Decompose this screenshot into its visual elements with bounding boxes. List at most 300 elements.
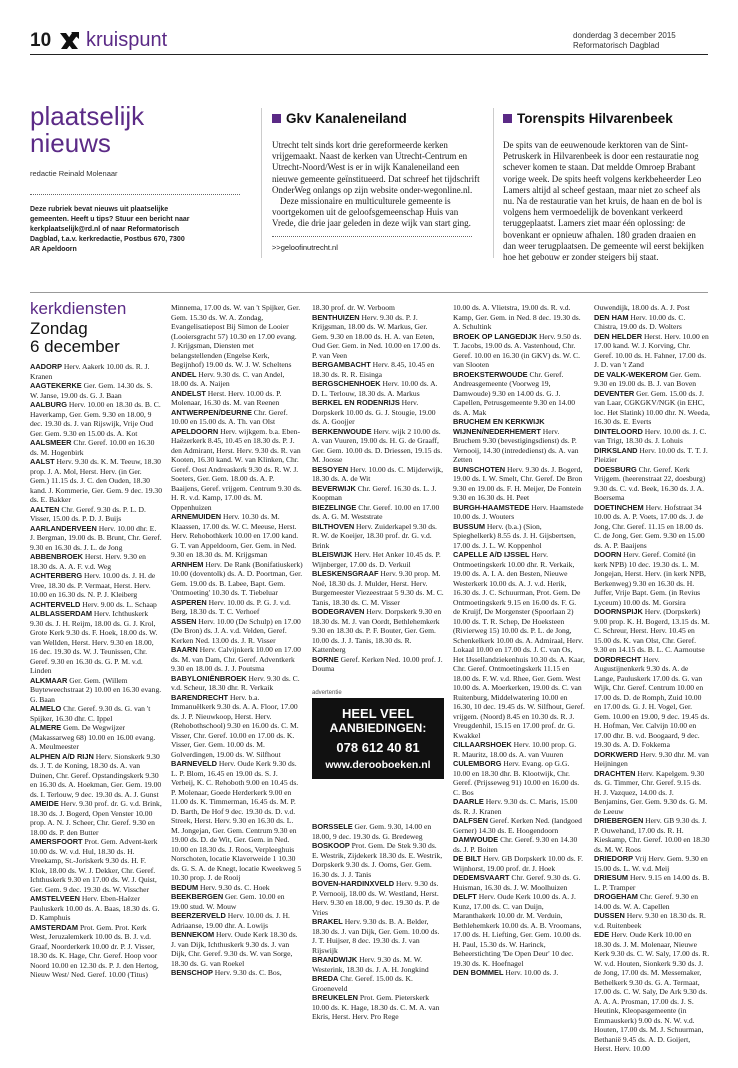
listing-place-name: DE VALK-WEKEROM [594,369,668,379]
listing-place-name: DOORNSPIJK [594,607,643,616]
listing-services: Herv. 9.30 ds. C. Bos, [212,968,282,977]
crosspoint-logo-icon [58,32,80,50]
listing-place-name: BENTHUIZEN [312,312,360,322]
church-listing-entry [594,750,710,769]
church-listing-entry [171,408,303,427]
listing-place-name: BERKENWOUDE [312,426,372,436]
listing-place-name: DROGEHAM [594,892,638,901]
section-divider [30,292,708,293]
plaatselijk-title-line1: plaatselijk [30,101,145,131]
church-listing-entry [171,930,303,968]
listing-place-name: BRAKEL [312,917,343,926]
church-listing-entry [30,752,162,800]
listing-column-5 [594,303,710,1063]
church-listing-entry [312,303,444,313]
listing-place-name: DRIESUM [594,873,629,882]
listing-place-name: ALKMAAR [30,675,68,685]
listing-place-name: BARENDRECHT [171,692,229,702]
listing-place-name: BOVEN-HARDINXVELD [312,879,395,888]
church-listing-entry [312,879,444,917]
article-paragraph: De spits van de eeuwenoude kerktoren van de Sint-Petruskerk in Hilvarenbeek is door een restauratie nog schever komen te staan. Dat meldde Omroep Brabant vorige week. De spits heeft volgens kerkbeheerder Leo Lamers altijd al scheef gestaan, maar niet zo scheef als nu. Na de restauratie van het kruis, de haan en de bol is volgens hem vermoedelijk de bovenkant verkeerd teruggeplaatst. Lamers ziet maar één oplossing: de bovenkant er opnieuw afhalen. 180 graden draaien en dan weer terugplaatsen. De gemeente wil eerst bekijken hoe het gebouw er zonder steigers bij staat. [503,140,704,263]
church-listing-entry [312,427,444,465]
listing-place-name: BEVERWIJK [312,483,356,493]
listing-place-name: DEN HAM [594,312,629,322]
listing-place-name: DE BILT [453,854,482,863]
listing-services: Chr. Geref. 10.00 en 17.00 ds. A. G. M. Weststrate [312,502,440,521]
listing-services: Herv. Dorpskerk 9.30 en 18.30 ds. M. J. van Oordt, Bethlehemkerk 9.30 en 18.30 ds. P. F. Bouter, Ger. Gem. 10.00 ds. J. J. Tanis, 18.30 ds. R. Kattenberg [312,607,442,654]
page-header [30,30,708,55]
church-listing-entry [312,503,444,522]
listing-place-name: DEVENTER [594,388,635,398]
church-listing-entry [453,854,585,873]
advertisement[interactable] [312,690,444,779]
listing-place-name: ASPEREN [171,597,207,607]
church-listing-entry [594,465,710,503]
church-listing-entry [453,759,585,797]
listing-services: Herv. Oude Kerk 10.00 ds. A. J. Kunz, 17.00 ds. C. van Duijn, Maranthakerk 10.00 dr. M. Verduin, Bethlehemkerk 10.00 ds. A. B. Vroomans, 17.00 ds. H. Liefting, Ger. Gem. 10.00 ds. H. Paul, 15.30 ds. W. Harinck, Beheerstichting 'De Open Deur' 10 dec. 19.30 ds. K. Hoefnagel [453,892,582,968]
listing-place-name: BORSSELE [312,822,353,831]
listing-place-name: AALST [30,457,55,466]
church-listing-entry [312,993,444,1022]
listing-services: Ger. Gem. 10.00 en 19.00 stud. W. Mouw [171,892,285,911]
church-listing-entry [594,389,710,427]
plaatselijk-title [30,103,245,157]
listing-place-name: DIRKSLAND [594,445,638,455]
listing-services: Herv. Oude Kerk 18.30 ds. J. van Dijk, Ichthuskerk 9.30 ds. J. van Dijk, Chr. Geref. 9.30 ds. W. van Sorge, 18.30 ds. G. van Roekel [171,930,298,968]
listing-place-name: DORDRECHT [594,654,642,664]
listing-place-name: DOESBURG [594,464,637,474]
listing-place-name: AMERSFOORT [30,837,83,846]
listing-services: Herv. Calvijnkerk 10.00 en 17.00 ds. M. van Dam, Chr. Geref. Adventkerk 9.30 en 18.00 ds. J. J. Poutsma [171,645,301,673]
listing-services: Ger. Gem. (Willem Buyteweechstraat 2) 10.00 en 16.30 evang. G. Baan [30,675,162,704]
listing-services: 18.30 prof. dr. W. Verboom [312,303,395,312]
listing-services: Chr. Geref. 9.30 ds. G. van 't Spijker, 16.30 dhr. C. Ippel [30,704,151,723]
listing-services: Ger. Gem. 15.00 ds. J. van Laar, CGKGKV/NGK (in EHC, loc. Het Slatink) 10.00 dhr. N. Weeda, 16.30 ds. E. Everts [594,388,710,426]
church-listing-entry [594,873,710,892]
bullet-square-icon [272,114,281,123]
church-listing-entry [30,571,162,600]
church-listing-entry [312,550,444,569]
church-listing-entry [312,974,444,993]
listing-services: Prot. Gem. Advent-kerk 10.00 ds. W. v.d. Hul, 18.30 ds. H. Vreekamp, St.-Joriskerk 9.30 ds. H. F. Klok, 18.00 ds. W. J. Dekker, Chr. Geref. Ichthuskerk 9.30 en 17.00 ds. W. J. Quist, Ger. Gem. 9 dec. 19.30 ds. W. Visscher [30,837,158,894]
listing-services: Herv. 10.00 ds. J. [503,968,559,977]
listing-place-name: BLESKENSGRAAF [312,569,379,578]
listing-services: Herv. Kapelgem. 9.30 ds. G. Timmer, Chr. Geref. 9.15 ds. H. J. Vazquez, 14.00 ds. J. Benjamins, Ger. Gem. 9.30 ds. G. M. de Leeuw [594,768,708,816]
church-listing-entry [453,503,585,522]
bullet-square-icon [503,114,512,123]
listing-place-name: AMEIDE [30,799,59,808]
listing-place-name: DELFT [453,892,477,901]
listing-services: Herv. Haamstede 10.00 ds. J. Wouters [453,502,584,521]
listing-services: Prot. Gem. Pieterskerk 10.00 ds. K. Hage, 18.30 ds. C. M. A. van Ekris, Herst. Herv. Pro Rege [312,993,440,1021]
listing-services: Ger. Gem. 9.30, 14.00 en 18.00, 9 dec. 19.30 ds. G. Bredeweg [312,822,432,841]
listing-column-2 [171,303,303,1063]
listing-place-name: BUNSCHOTEN [453,464,506,474]
listing-services: Herv. 9.30 ds. C. van Andel, 18.00 ds. A. Naijen [171,369,285,388]
article-paragraph: Utrecht telt sinds kort drie gereformeerde kerken vrijgemaakt. Naast de kerken van Utrecht-Centrum en Utrecht-Noord/West is er in wijk Kanaleneiland een nieuwe gemeente geïnstitueerd. Dat schreef het tijdschrift OnderWeg onlangs op zijn website onder-wegonline.nl. [272,140,480,195]
church-listing-entry [453,892,585,968]
kerkdiensten-title: kerkdiensten [30,299,127,318]
listing-services: Herv. b.a. Immanuëlkerk 9.30 ds. A. A. Floor, 17.00 ds. J. P. Nieuwkoop, Herst. Herv. (Rehobothschool) 9.30 en 16.00 ds. C. M. Visser, Chr. Geref. 10.00 en 17.00 ds. K. Visser, Ger. Gem. 10.00 ds. M. Golverdingen, 19.00 ds. W. Silfhout [171,692,299,759]
church-listing-entry [594,655,710,750]
church-listing-entry [171,617,303,646]
listing-place-name: AMSTERDAM [30,922,79,932]
church-listing-entry [30,799,162,837]
listing-place-name: ANDEL [171,369,197,379]
dotted-divider [272,236,472,237]
listing-place-name: AALBURG [30,400,67,409]
listing-place-name: DAMWOUDE [453,835,499,844]
column-divider [261,108,262,258]
listing-place-name: CILLAARSHOEK [453,740,512,749]
listing-place-name: DEDEMSVAART [453,873,510,882]
church-listing-entry [312,569,444,607]
listing-services: Herst. Herv. 10.00 ds. P. Molenaar, 16.30 ds. M. van Reenen [171,388,282,407]
ad-line2: AANBIEDINGEN: [329,721,427,735]
article-hilvarenbeek-body [503,140,708,263]
ad-url: www.derooboeken.nl [325,759,431,771]
listing-place-name: ABBENBROEK [30,552,83,561]
church-listing-entry [594,313,710,332]
listing-place-name: DRIEBERGEN [594,816,644,825]
kerkdiensten-heading [30,300,160,356]
listing-services: Chr. Geref. 16.30 ds. L. J. Koopman [312,483,437,502]
article-link[interactable]: >>geloofinutrecht.nl [272,242,338,252]
church-listing-entry [453,968,585,978]
listing-column-3b [312,822,444,1062]
church-listing-entry [453,427,585,465]
church-listing-entry [30,505,162,524]
church-listing-entry [312,841,444,879]
listing-services: Herv. 9.30 ds. C. Hoek [198,882,270,892]
church-listing-entry [453,332,585,370]
church-listing-entry [30,837,162,894]
listing-place-name: ARNEMUIDEN [171,512,222,521]
listing-place-name: BEERZERVELD [171,911,226,920]
listing-services: Herv. Aakerk 10.00 ds. R. J. Kranen [30,362,150,381]
church-listing-entry [171,674,303,693]
church-listing-entry [171,598,303,617]
listing-services: Herv. 8.45, 10.45 en 18.30 ds. R. R. Eisinga [312,360,435,379]
listing-place-name: CAPELLE A/D IJSSEL [453,550,530,559]
listing-place-name: APELDOORN [171,426,219,436]
church-listing-entry [312,917,444,955]
listing-services: Herv. 10.00 ds. J. H. de Vree, 18.30 ds. P. Vermaat, Herst. Herv. 10.00 en 16.30 ds. N. P. J. Kleiberg [30,571,156,599]
listing-place-name: DORKWERD [594,749,639,759]
church-listing-entry [594,427,710,446]
church-listing-entry [312,607,444,655]
listing-services: Herv. 10.00 prop. G. R. Mauritz, 18.00 ds. A. van Vuuren [453,740,577,759]
church-listing-entry [30,704,162,723]
church-listing-entry [171,883,303,893]
listing-services: Herv. 9.30 prop. M. Noé, 18.30 ds. J. Mulder, Herst. Herv. Burgemeester Viezeestraat 5 9.30 ds. M. C. Tanis, 18.30 ds. C. M. Visser [312,569,444,607]
church-listing-entry [594,607,710,655]
listing-services: Herv. 9.30 ds. C. v.d. Scheur, 18.30 dhr. R. Verkaik [171,673,300,692]
listing-services: Herv. 9.50 ds. T. Jacobs, 19.00 ds. A. Vastenhoud, Chr. Geref. 10.00 en 16.30 (in GKV) ds. W. C. van Slooten [453,331,582,369]
listing-place-name: DUSSEN [594,911,625,920]
listing-place-name: BERKEL EN RODENRIJS [312,398,400,407]
listing-place-name: AALTEN [30,504,60,514]
listing-place-name: BESOYEN [312,464,349,474]
article-hilvarenbeek-title: Torenspits Hilvarenbeek [503,111,708,127]
listing-services: Herv. 10.30 ds. M. Klaassen, 17.00 ds. W. C. Meeuse, Herst. Herv. Rehobothkerk 10.00 en 17.00 kand. G. T. van Appeldoorn, Ger. Gem. in Ned. 9.30 en 18.30 ds. M. Krijgsman [171,512,299,559]
church-listing-entry [453,873,585,892]
listing-place-name: ANTWERPEN/DEURNE [171,407,252,417]
church-listing-entry [312,655,444,674]
church-listing-entry [594,332,710,370]
listing-services: Herv. 9.15 en 14.00 ds. B. L. P. Tramper [594,873,710,892]
listing-services: Herv. 9.30 ds. J. Bogerd, 19.00 ds. I. W. Smelt, Chr. Geref. De Bron 9.30 en 19.00 ds. F. H. Meijer, De Fontein 9.30 en 16.30 ds. H. Peet [453,464,583,502]
church-listing-entry [594,854,710,873]
listing-services: Herv. 10.00 ds. J. H. Adriaanse, 19.00 dhr. A. Lowijs [171,911,290,930]
kerkdiensten-date: 6 december [30,337,120,356]
listing-place-name: BIEZELINGE [312,502,357,512]
church-listing-entry [594,930,710,1054]
listing-place-name: BREUKELEN [312,993,358,1002]
listing-services: Herv. 10.00 en 18.30 ds. B. C. Haverkamp, Ger. Gem. 9.30 en 18.00, 9 dec. 19.30 ds. J. van Rijswijk, Vrije Oud Ger. Gem. 9.30 en 15.00 ds. A. Kot [30,400,161,438]
listing-services: Chr. Geref. 9.30 en 14.30 ds. J. P. Boiten [453,835,578,854]
listing-services: Ger. Gem. 14.30 ds. S. W. Janse, 19.00 ds. G. J. Baan [30,381,153,400]
ad-box[interactable] [312,698,444,779]
listing-services: Herv. 9.30 en 18.30 ds. R. v.d. Ruitenbeek [594,911,706,930]
ad-line1: HEEL VEEL [341,706,414,721]
listing-place-name: BROEKSTERWOUDE [453,369,528,379]
listing-place-name: BABYLONIËNBROEK [171,673,247,683]
listing-place-name: ACHTERBERG [30,571,83,580]
listing-services: Chr. Geref. 10.00 en 16.30 ds. M. Hogenbirk [30,438,155,457]
church-listing-entry [453,303,585,332]
ad-label: advertentie [312,690,342,696]
church-listing-entry [30,362,162,381]
church-listing-entry [453,417,585,427]
church-listing-entry [312,398,444,427]
listing-place-name: CULEMBORG [453,759,502,768]
church-listing-entry [171,512,303,560]
church-listing-entry [453,816,585,835]
church-listing-entry [30,381,162,400]
listing-place-name: BENSCHOP [171,968,213,977]
listing-services: Herv. GB 9.30 ds. J. P. Ouwehand, 17.00 ds. R. H. Kieskamp, Chr. Geref. 10.00 en 18.30 ds. M. W. Roos [594,816,710,854]
church-listing-entry [171,693,303,760]
church-listing-entry [312,465,444,484]
listing-services: Herv. 10.00 (De Schulp) en 17.00 (De Bron) ds. J. A. v.d. Velden, Geref. Kerken Ned. 13.00 ds. J. R. Visser [171,616,301,645]
listing-place-name: ALMERE [30,723,62,732]
church-listing-entry [312,360,444,379]
listing-place-name: DOETINCHEM [594,502,644,512]
column-divider [493,108,494,258]
listing-services: Herv. 9.30 ds. B. A. Belder, 18.30 ds. J. van Dijk, Ger. Gem. 10.00 ds. J. T. Huijser, 8 dec. 19.30 ds. J. van Rijswijk [312,917,440,955]
listing-place-name: DRIEDORP [594,854,634,863]
church-listing-entry [30,438,162,457]
listing-services: Herv. 10.00 ds. A. D. L. Terlouw, 18.30 ds. A. Markus [312,379,438,398]
church-listing-entry [312,822,444,841]
listing-place-name: DINTELOORD [594,426,643,436]
church-listing-entry [453,797,585,816]
plaatselijk-title-line2: nieuws [30,128,111,158]
listing-services: Ger. Gem. 9.30 en 19.00 ds. B. J. van Boven [594,369,702,388]
listing-place-name: ASSEN [171,616,197,626]
church-listing-entry [30,400,162,438]
church-listing-entry [312,955,444,974]
listing-services: Chr. Geref. 10.00 en 15.00 ds. A. Th. van Olst [171,407,288,426]
listing-services: Vrij Herv. Gem. 9.30 en 15.00 ds. L. W. v.d. Meij [594,854,708,873]
page-number: 10 [30,30,52,51]
church-listing-entry [171,370,303,389]
listing-place-name: BRUCHEM EN KERKWIJK [453,417,545,426]
listing-place-name: BAARN [171,645,198,654]
listing-place-name: DEN BOMMEL [453,968,504,977]
listing-services: 10.00 ds. A. Vlietstra, 19.00 ds. R. v.d. Kamp, Ger. Gem. in Ned. 8 dec. 19.30 ds. A. Schultink [453,303,581,331]
listing-services: Herv. 10.00 ds. C. Mijderwijk, 18.30 ds. A. de Wit [312,464,443,483]
church-listing-entry [30,676,162,705]
listing-place-name: BORNE [312,654,339,664]
section-name: kruispunt [86,29,168,51]
listing-place-name: ALMELO [30,704,62,713]
listing-column-1 [30,362,162,1062]
listing-services: Herv. 9.30 ds. P. J. Krijgsman, 18.00 ds. W. Markus, Ger. Gem. 9.30 en 18.00 ds. H. A. van Eeten, Oud Ger. Gem. in Ned. 10.00 en 17.00 ds. P. van Veen [312,312,441,360]
listing-place-name: BERGSCHENHOEK [312,379,381,388]
dotted-divider [30,194,240,195]
church-listing-entry [453,465,585,503]
listing-place-name: AALSMEER [30,438,72,447]
listing-place-name: DAARLE [453,797,484,806]
church-listing-entry [594,816,710,854]
listing-services: Herv. Het Anker 10.45 ds. P. Wijnberger, 17.00 ds. D. Verkuil [312,550,441,569]
listing-services: Prot. Gem. Prot. Kerk West, Jeruzalemkerk 10.00 ds. B. J. v.d. Graaf, Noorderkerk 10.00 dr. P. J. Visser, 18.30 ds. K. Hage, Chr. Geref. Hoop voor Noord 10.00 en 12.30 ds. P. J. den Hertog, Nieuw West/ Ned. Geref. 10.00 (Titus) [30,922,159,979]
listing-services: Herv. Hofstraat 34 10.00 ds. A. P. Voets, 17.00 ds. J. de Jong, Chr. Geref. 11.15 en 18.00 ds. C. de Jong, Ger. Gem. 9.30 en 15.00 ds. A. P. Baaijens [594,502,705,550]
listing-place-name: BLEISWIJK [312,550,353,559]
church-listing-entry [30,600,162,610]
listing-services: Herv. 9.30 ds. C. Maris, 15.00 ds. R. J. Kranen [453,797,578,816]
church-listing-entry [171,303,303,370]
listing-services: Chr. Geref. 9.30 ds. G. Huisman, 16.30 ds. J. W. Moolhuizen [453,873,581,892]
listing-place-name: ALPHEN A/D RIJN [30,751,94,761]
listing-place-name: BERGAMBACHT [312,360,371,369]
church-listing-entry [30,524,162,553]
church-listing-entry [594,446,710,465]
church-listing-entry [30,552,162,571]
listing-place-name: DRACHTEN [594,768,636,778]
header-publication: Reformatorisch Dagblad [573,41,660,50]
plaatselijk-block [30,103,245,255]
listing-services: Herv. 10.00 dhr. E. J. Bergman, 19.00 ds. B. Brunt, Chr. Geref. 9.30 en 16.30 ds. J. L. de Jong [30,523,162,552]
kerkdiensten-day: Zondag [30,319,88,338]
listing-services: Herv. Geref. Comité (in kerk NPB) 10 dec. 19.30 ds. L. M. Jongejan, Herst. Herv. (in kerk NPB, Berkenweg) 9.30 en 16.30 ds. H. Juffer, Vrije Bapt. Gem. (in Revius Lyceum) 10.00 ds. M. Gorsira [594,550,706,607]
listing-place-name: AADORP [30,362,63,371]
listing-place-name: ACHTERVELD [30,599,81,609]
listing-services: Chr. Geref. Kerk Vrijgem. (heerenstraat 22, doesburg) 9.30 ds. C. v.d. Beek, 16.30 ds. J. A. Boersema [594,464,706,502]
listing-place-name: AARLANDERVEEN [30,523,97,533]
listing-place-name: BILTHOVEN [312,521,355,531]
listing-place-name: BOSKOOP [312,841,350,850]
church-listing-entry [594,370,710,389]
church-listing-entry [312,313,444,361]
rubriek-notice: Deze rubriek bevat nieuws uit plaatselijke gemeenten. Heeft u tips? Stuur een bericht naar kerkplaatselijk@rd.nl of naar Reformatorisch Dagblad, t.a.v. kerkredactie, Postbus 670, 7300 AR Apeldoorn [30,206,190,253]
header-date: donderdag 3 december 2015 [573,31,676,40]
listing-column-4 [453,303,585,1063]
article-kanaleneiland [272,111,482,252]
listing-services: Herv. Augustijnenkerk 9.30 ds. A. de Lange, Pauluskerk 17.00 ds. G. van Wijk, Chr. Geref. Centrum 10.00 en 17.00 ds. D. de Romph, Zuid 10.00 en 17.00 ds. G. J. H. Vogel, Ger. Gem. 10.00 en 19.00, 9 dec. 19.45 ds. H. Hofman, Ver. Calvijn 10.00 en 17.00 dhr. B. v.d. Boogaard, 9 dec. 19.30 ds. A. D. Fokkema [594,654,710,749]
listing-services: Herv. (b.a.) (Sion, Spieghelkerk) 8.55 ds. J. H. Gijsbertsen, 17.00 ds. J. L. W. Koppenhol [453,521,576,550]
church-listing-entry [171,389,303,408]
listing-place-name: BENNEKOM [171,930,215,939]
church-listing-entry [453,370,585,418]
church-listing-entry [453,522,585,551]
listing-services: Herv. wijkgem. b.a. Eben-Haëzerkerk 8.45, 10.45 en 18.30 ds. P. J. den Admirant, Herst. Herv. 9.30 ds. R. van Kooten, 16.30 kand. W. van Klinken, Chr. Geref. Oost Andreaskerk 9.30 ds. R. W. J. Soeters, Ger. Gem. 18.00 ds. A. P. Baaijens, Geref. vrijgem. Centrum 9.30 ds. H. R. v.d. Kamp, 17.00 ds. M. Oppenhuizen [171,426,302,512]
listing-place-name: BREDA [312,974,339,983]
church-listing-entry [312,379,444,398]
church-listing-entry [30,457,162,505]
listing-place-name: BRANDWIJK [312,955,358,964]
church-listing-entry [312,522,444,551]
listing-place-name: BEDUM [171,882,199,892]
listing-column-3a [312,303,444,688]
listing-place-name: BUSSUM [453,521,486,531]
listing-place-name: BARNEVELD [171,759,217,768]
listing-place-name: ALBLASSERDAM [30,609,92,618]
article-hilvarenbeek [503,111,708,263]
listing-services: Chr. Geref. Andreasgemeente (Voorweg 19, Damwoude) 9.30 en 14.00 ds. G. J. Capellen, Petrusgemeente 9.30 en 14.00 ds. A. Mak [453,369,576,417]
listing-services: Chr. Geref. 15.00 ds. K. Groeneveld [312,974,413,993]
church-listing-entry [171,759,303,883]
listing-services: Herv. Oude Kerk 9.30 ds. L. P. Blom, 16.45 en 19.00 ds. S. J. Verheij, K. C. Rehoboth 9.00 en 10.45 ds. P. Molenaar, Goede Herderkerk 9.00 en 11.00 ds. K. Timmerman, 16.45 ds. M. P. D. Barth, De Hof 9 dec. 19.30 ds. D. v.d. Streek, Herst. Herv. 9.30 en 16.30 ds. L. M. Jongejan, Ger. Gem. Centrum 9.30 en 19.00 ds. D. de Wit, Ger. Gem. in Ned. 10.00 en 18.30 ds. J. Roos, Verpleeghuis Norschoten, locatie Klaverweide 1 10.30 ds. G. S. A. de Knegt, locatie Kweekweg 5 10.30 prop. J. de Rooij [171,759,302,882]
listing-services: Herv. Ontmoetingskerk 10.00 dhr. R. Verkaik, 19.00 ds. A. I. A. den Besten, Nieuwe Westerkerk 10.00 ds. A. J. v.d. Herik, 16.30 ds. J. C. Schuurman, Prot. Gem. De Ontmoetingskerk 9.15 en 16.00 ds. F. G. de Kruijf, De Morgenster (Spoorlaan 2) 10.00 ds. T. R. Schep, De Hoeksteen (Rivierweg 15) 10.00 ds. P. L. de Jong, Schenkelkerk 10.00 ds. A. Admiraal, Herv. Lokaal 10.00 en 17.00 ds. J. C. van Os, Het IJssellandziekenhuis 10.30 ds. A. Kaar, Chr. Geref. Ontmoetingskerk 11.15 en 18.00 ds. F. W. v.d. Rhee, Ger. Gem. West 10.00 ds. A. Moerkerken, 19.00 ds. C. van Ruitenburg, Middelwatering 10.00 en 16.30, 10 dec. 19.45 ds. W. Silfhout, Geref. vrijgem. (Noord) 8.45 en 10.30 ds. R. J. Vreugdenhil, 15.15 en 17.00 prof. dr. G. Kwakkel [453,550,585,740]
listing-services: Geref. Kerken Ned. (landgoed Gerner) 14.30 ds. E. Hoogendoorn [453,816,582,835]
church-listing-entry [171,427,303,513]
listing-place-name: WIJNEN/NEDERHEMERT [453,426,541,436]
ad-phone: 078 612 40 81 [336,740,420,755]
listing-services: Herv. 10.00 ds. P. G. J. v.d. Berg, 18.30 ds. T. C. Verhoef [171,597,291,616]
church-listing-entry [171,560,303,598]
listing-services: Herv. wijk 2 10.00 ds. A. van Vuuren, 19.00 ds. H. G. de Graaff, Ger. Gem. 10.00 ds. D. Driessen, 19.15 ds. M. Joosse [312,426,443,464]
church-listing-entry [312,484,444,503]
listing-place-name: DALFSEN [453,816,488,825]
header-info [573,31,708,51]
listing-services: Herv. 10.00 ds. C. Chistra, 19.00 ds. D. Wolters [594,312,686,331]
listing-services: Herv. Sionskerk 9.30 ds. J. T. de Koning, 18.30 ds. A. van Duinen, Chr. Geref. Opstandingskerk 9.30 en 16.30 ds. A. Hoekman, Ger. Gem. 19.00 ds. I. Terlouw, 9 dec. 19.30 ds. A. J. Gunst [30,751,162,799]
listing-services: Herv. 9.30 ds. M. W. Westerink, 18.30 ds. J. A. H. Jongkind [312,955,429,974]
church-listing-entry [30,723,162,752]
listing-place-name: AAGTEKERKE [30,381,82,390]
church-listing-entry [594,911,710,930]
listing-services: Herv. 9.30 ds. K. M. Teeuw, 18.30 prop. J. A. Mol, Herst. Herv. (in Ger. Gem.) 11.15 ds. J. C. den Ouden, 18.30 kand. J. Kommerie, Ger. Gem. 9 dec. 19.30 ds. E. Bakker [30,457,162,504]
listing-services: Herv. Bruchem 9.30 (bevestigingsdienst) ds. P. Vernooij, 14.30 (intrededienst) ds. A. van Zetten [453,426,579,464]
listing-place-name: DOORN [594,550,622,559]
listing-services: Herv. 10.00 ds. J. C. van Trigt, 18.30 ds. J. Lohuis [594,426,707,445]
church-listing-entry [30,609,162,676]
listing-place-name: BURGH-HAAMSTEDE [453,502,530,512]
listing-services: Herv. GB Dorpskerk 10.00 ds. F. Wijnhorst, 19.00 prof. dr. J. Hoek [453,854,584,873]
listing-services: Chr. Geref. 9.30 ds. P. L. D. Visser, 15.00 ds. P. D. J. Buijs [30,504,146,523]
listing-services: Herv. 10.00 ds. T. T. J. Pleizier [594,445,708,464]
listing-services: Herst. Herv. 9.30 en 18.30 ds. A. A. F. v.d. Weg [30,552,146,571]
listing-place-name: ARNHEM [171,559,204,569]
listing-services: Herv. 9.30 dhr. M. van Heijningen [594,749,709,768]
church-listing-entry [171,911,303,930]
listing-services: Herv. Eben-Haëzer Pauluskerk 10.00 ds. A. Baas, 18.30 ds. G. D. Kamphuis [30,894,160,922]
listing-services: Herst. Herv. 10.00 en 17.00 kand. W. J. Korving, Chr. Geref. 10.00 ds. H. Fahner, 17.00 ds. J. D. van 't Zand [594,331,709,369]
listing-services: Prot. Gem. De Stek 9.30 ds. E. Westrik, Zijdekerk 18.30 ds. E. Westrik, Dorpskerk 9.30 ds. J. Ooms, Ger. Gem. 16.30 ds. J. J. Tanis [312,841,443,879]
article-kanaleneiland-body [272,140,482,230]
church-listing-entry [30,894,162,923]
church-listing-entry [171,892,303,911]
listing-place-name: EDE [594,930,610,939]
church-listing-entry [453,550,585,740]
listing-place-name: BROEK OP LANGEDIJK [453,331,538,341]
listing-place-name: AMSTELVEEN [30,894,80,903]
listing-services: Gem. De Wegwijzer (Makassarweg 68) 10.00 en 16.00 evang. A. Meulmeester [30,723,156,751]
listing-services: Herv. Ichthuskerk 9.30 ds. J. H. Reijm, 18.00 ds. G. J. Krol, Grote Kerk 9.30 ds. F. Hoek, 18.00 ds. W. van Wellden, Herst. Herv. 9.30 en 18.00, 16 dec. 19.30 ds. W. J. Teunissen, Chr. Geref. 9.30 en 16.30 ds. G. P. M. v.d. Linden [30,609,158,675]
